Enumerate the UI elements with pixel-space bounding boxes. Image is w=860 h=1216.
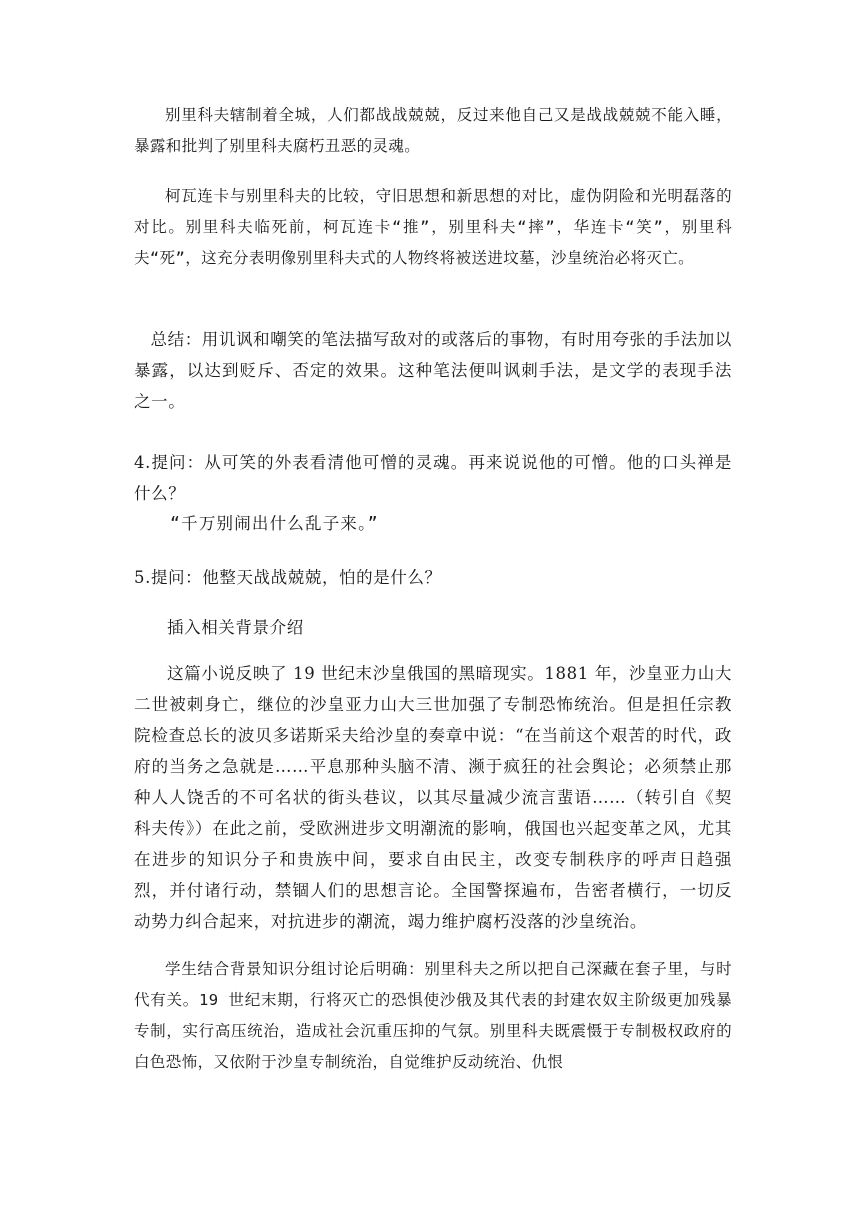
paragraph-discussion: 学生结合背景知识分组讨论后明确：别里科夫之所以把自己深藏在套子里，与时代有关。19 世纪末期，行将灭亡的恐惧使沙俄及其代表的封建农奴主阶级更加残暴专制，实行高压统治，造成社会沉重压抑的气氛。别里科夫既震慑于专制极权政府的白色恐怖，又依附于沙皇专制统治，自觉维护反动统治、仇恨	[134, 960, 732, 1071]
paragraph-question-4: 4.提问：从可笑的外表看清他可憎的灵魂。再来说说他的可憎。他的口头禅是什么？	[134, 453, 732, 503]
paragraph-background-heading: 插入相关背景介绍	[167, 618, 304, 637]
paragraph-1: 别里科夫辖制着全城，人们都战战兢兢，反过来他自己又是战战兢兢不能入睡，暴露和批判了别里科夫腐朽丑恶的灵魂。	[134, 106, 732, 155]
paragraph-background: 这篇小说反映了 19 世纪末沙皇俄国的黑暗现实。1881 年，沙皇亚力山大二世被刺身亡，继位的沙皇亚力山大三世加强了专制恐怖统治。但是担任宗教院检查总长的波贝多诺斯采夫给沙皇的奏章中说：“在当前这个艰苦的时代，政府的当务之急就是……平息那种头脑不清、濒于疯狂的社会舆论；必须禁止那种人人饶舌的不可名状的街头巷议，以其尽量减少流言蜚语……（转引自《契科夫传》）在此之前，受欧洲进步文明潮流的影响，俄国也兴起变革之风，尤其在进步的知识分子和贵族中间，要求自由民主，改变专制秩序的呼声日趋强烈，并付诸行动，禁锢人们的思想言论。全国警探遍布，告密者横行，一切反动势力纠合起来，对抗进步的潮流，竭力维护腐朽没落的沙皇统治。	[134, 664, 732, 931]
catchphrase-quote: “千万别闹出什么乱子来。”	[170, 514, 379, 533]
paragraph-question-5: 5.提问：他整天战战兢兢，怕的是什么？	[134, 568, 442, 587]
paragraph-2: 柯瓦连卡与别里科夫的比较，守旧思想和新思想的对比，虚伪阴险和光明磊落的对比。别里科夫临死前，柯瓦连卡“推”，别里科夫“摔”，华连卡“笑”，别里科夫“死”，这充分表明像别里科夫式的人物终将被送进坟墓，沙皇统治必将灭亡。	[134, 187, 732, 267]
paragraph-summary: 总结：用讥讽和嘲笑的笔法描写敌对的或落后的事物，有时用夸张的手法加以暴露，以达到贬斥、否定的效果。这种笔法便叫讽刺手法，是文学的表现手法之一。	[134, 330, 732, 411]
